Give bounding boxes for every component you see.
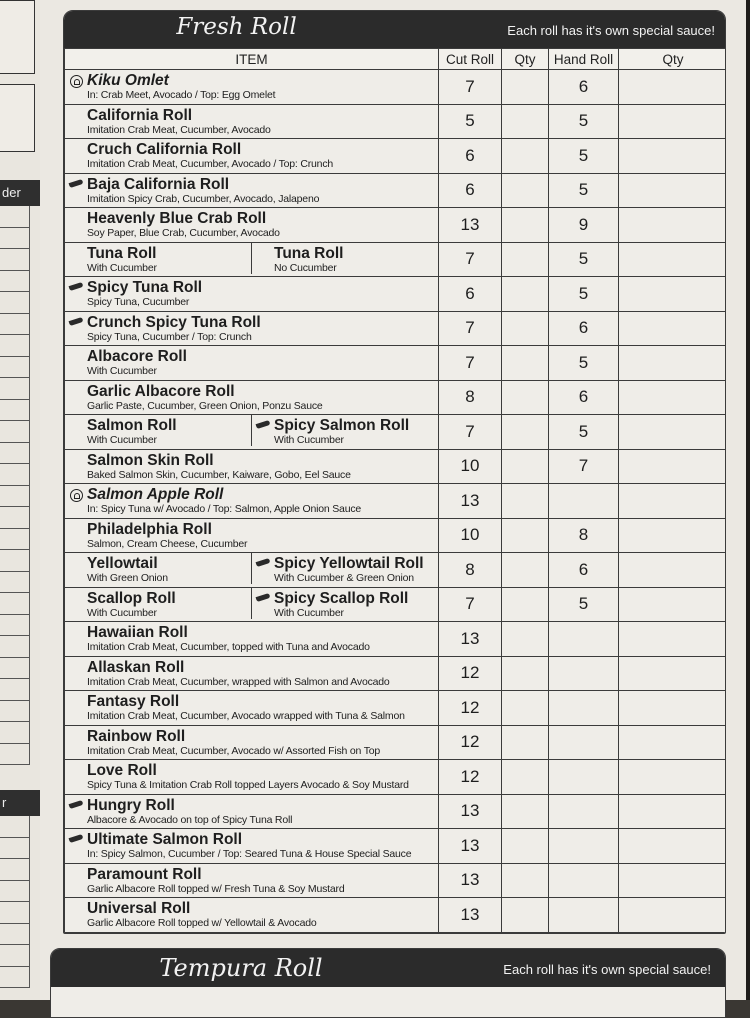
menu-row [65, 415, 727, 450]
spicy-pepper-icon [69, 799, 84, 808]
menu-row [65, 656, 727, 691]
item-description: With Cucumber [87, 434, 157, 446]
qty-cell[interactable] [619, 863, 727, 898]
hand-roll-price: 6 [549, 311, 619, 346]
menu-row [65, 863, 727, 898]
qty-cell[interactable] [502, 898, 549, 933]
cut-roll-price: 12 [439, 760, 502, 795]
menu-item [65, 346, 438, 377]
item-name: Spicy Scallop Roll [274, 589, 409, 607]
cut-roll-price: 6 [439, 139, 502, 174]
item-cell [65, 346, 439, 381]
menu-item [252, 415, 438, 446]
menu-item [65, 381, 438, 412]
cut-roll-price: 13 [439, 863, 502, 898]
menu-row [65, 208, 727, 243]
menu-row [65, 173, 727, 208]
qty-cell[interactable] [619, 587, 727, 622]
spicy-pepper-icon [69, 316, 84, 325]
item-cell [65, 208, 439, 243]
cut-roll-price: 7 [439, 242, 502, 277]
menu-item [65, 691, 438, 722]
item-name: Yellowtail [87, 555, 158, 572]
qty-cell[interactable] [502, 242, 549, 277]
hand-roll-price [549, 691, 619, 726]
qty-cell[interactable] [502, 691, 549, 726]
item-name: Crunch Spicy Tuna Roll [87, 313, 261, 331]
item-name: Salmon Apple Roll [87, 486, 224, 503]
menu-item [65, 70, 438, 101]
item-name: California Roll [87, 106, 193, 124]
qty-cell[interactable] [502, 760, 549, 795]
menu-row [65, 794, 727, 829]
item-cell [65, 415, 439, 450]
item-cell [65, 553, 439, 588]
item-name: Hungry Roll [87, 796, 175, 814]
qty-cell[interactable] [619, 242, 727, 277]
menu-item [65, 415, 251, 446]
menu-row [65, 898, 727, 933]
hand-roll-price [549, 898, 619, 933]
qty-cell[interactable] [502, 518, 549, 553]
cut-roll-price: 7 [439, 587, 502, 622]
item-name: Spicy Tuna Roll [87, 279, 203, 296]
cut-roll-price: 12 [439, 656, 502, 691]
item-cell [65, 484, 439, 519]
menu-item [65, 312, 438, 343]
cut-roll-price: 13 [439, 484, 502, 519]
qty-cell[interactable] [619, 139, 727, 174]
item-description: With Cucumber & Green Onion [274, 572, 414, 584]
qty-cell[interactable] [502, 587, 549, 622]
menu-item [65, 277, 438, 308]
menu-item [65, 726, 438, 757]
menu-row [65, 70, 727, 105]
item-description: Spicy Tuna & Imitation Crab Roll topped Layers Avocado & Soy Mustard [87, 779, 409, 791]
menu-row [65, 484, 727, 519]
menu-row [65, 380, 727, 415]
qty-cell[interactable] [619, 173, 727, 208]
hand-roll-price [549, 760, 619, 795]
item-cell [65, 794, 439, 829]
item-description: In: Spicy Tuna w/ Avocado / Top: Salmon, Apple Onion Sauce [87, 503, 362, 515]
section-title: Fresh Roll [176, 14, 297, 40]
hand-roll-price [549, 622, 619, 657]
adjacent-rows [0, 206, 30, 765]
menu-item [65, 174, 438, 205]
qty-cell[interactable] [502, 380, 549, 415]
item-description: Imitation Crab Meat, Cucumber, Avocado / Top: Crunch [87, 158, 334, 170]
item-cell [65, 898, 439, 933]
fresh-roll-section [63, 10, 726, 934]
item-description: Imitation Crab Meat, Cucumber, Avocado [87, 123, 271, 136]
cut-roll-price: 13 [439, 898, 502, 933]
column-header-hand-roll: Hand Roll [549, 49, 619, 70]
menu-row [65, 277, 727, 312]
menu-item [65, 829, 438, 860]
adjacent-rows [0, 816, 30, 988]
chef-special-icon [70, 489, 83, 502]
item-description: In: Spicy Salmon, Cucumber / Top: Seared Tuna & House Special Sauce [87, 848, 412, 860]
hand-roll-price: 5 [549, 587, 619, 622]
spicy-pepper-icon [256, 420, 271, 429]
item-description: Garlic Paste, Cucumber, Green Onion, Ponzu Sauce [87, 399, 323, 412]
cut-roll-price: 8 [439, 553, 502, 588]
menu-item [252, 553, 438, 584]
item-cell [65, 863, 439, 898]
menu-item [65, 795, 438, 826]
qty-cell[interactable] [619, 104, 727, 139]
menu-item [65, 898, 438, 929]
qty-cell[interactable] [502, 484, 549, 519]
menu-row [65, 346, 727, 381]
qty-cell[interactable] [502, 70, 549, 105]
column-header-qty: Qty [502, 49, 549, 70]
column-header-item: ITEM [65, 49, 439, 70]
item-description: Imitation Crab Meat, Cucumber, Avocado wrapped with Tuna & Salmon [87, 710, 405, 722]
hand-roll-price: 5 [549, 139, 619, 174]
qty-cell[interactable] [619, 622, 727, 657]
item-cell [65, 173, 439, 208]
item-description: No Cucumber [274, 261, 337, 274]
item-description: With Green Onion [87, 572, 168, 584]
item-cell [65, 518, 439, 553]
menu-item [65, 105, 438, 136]
hand-roll-price [549, 656, 619, 691]
hand-roll-price: 6 [549, 70, 619, 105]
spicy-pepper-icon [69, 282, 84, 291]
qty-cell[interactable] [619, 208, 727, 243]
hand-roll-price: 7 [549, 449, 619, 484]
item-cell [65, 104, 439, 139]
menu-row [65, 725, 727, 760]
menu-row [65, 449, 727, 484]
item-description: Salmon, Cream Cheese, Cucumber [87, 537, 248, 550]
item-description: In: Crab Meet, Avocado / Top: Egg Omelet [87, 89, 276, 101]
spicy-pepper-icon [256, 558, 271, 567]
qty-cell[interactable] [502, 415, 549, 450]
cut-roll-price: 13 [439, 622, 502, 657]
cut-roll-price: 13 [439, 794, 502, 829]
adjacent-page [0, 0, 40, 1000]
item-description: With Cucumber [274, 434, 344, 446]
hand-roll-price: 9 [549, 208, 619, 243]
menu-item [252, 588, 438, 619]
item-description: With Cucumber [87, 365, 157, 377]
hand-roll-price [549, 725, 619, 760]
item-name: Paramount Roll [87, 865, 202, 883]
qty-cell[interactable] [619, 760, 727, 795]
item-name: Garlic Albacore Roll [87, 382, 235, 400]
item-description: Baked Salmon Skin, Cucumber, Kaiware, Gobo, Eel Sauce [87, 468, 351, 481]
item-name: Love Roll [87, 762, 157, 779]
qty-cell[interactable] [619, 553, 727, 588]
menu-item [252, 243, 438, 274]
hand-roll-price [549, 484, 619, 519]
hand-roll-price: 5 [549, 415, 619, 450]
qty-cell[interactable] [619, 70, 727, 105]
hand-roll-price: 6 [549, 380, 619, 415]
menu-item [65, 588, 251, 619]
cut-roll-price: 10 [439, 449, 502, 484]
menu-row [65, 622, 727, 657]
item-description: With Cucumber [87, 261, 157, 274]
qty-cell[interactable] [619, 449, 727, 484]
item-cell [65, 277, 439, 312]
cut-roll-price: 6 [439, 277, 502, 312]
qty-cell[interactable] [502, 863, 549, 898]
item-description: Imitation Crab Meat, Cucumber, wrapped with Salmon and Avocado [87, 675, 390, 688]
item-description: Garlic Albacore Roll topped w/ Yellowtail & Avocado [87, 917, 317, 929]
qty-cell[interactable] [619, 518, 727, 553]
menu-row [65, 311, 727, 346]
hand-roll-price [549, 863, 619, 898]
menu-item [65, 243, 251, 274]
hand-roll-price [549, 794, 619, 829]
item-cell [65, 691, 439, 726]
qty-cell[interactable] [619, 380, 727, 415]
item-name: Fantasy Roll [87, 693, 180, 710]
adjacent-box [0, 0, 35, 74]
menu-item [65, 553, 251, 584]
qty-cell[interactable] [502, 208, 549, 243]
qty-cell[interactable] [502, 553, 549, 588]
menu-row [65, 242, 727, 277]
item-cell [65, 760, 439, 795]
item-name: Spicy Yellowtail Roll [274, 555, 424, 572]
hand-roll-price: 5 [549, 104, 619, 139]
cut-roll-price: 13 [439, 208, 502, 243]
qty-cell[interactable] [619, 794, 727, 829]
item-description: Imitation Crab Meat, Cucumber, Avocado w/ Assorted Fish on Top [87, 744, 381, 757]
menu-row [65, 691, 727, 726]
hand-roll-price [549, 829, 619, 864]
item-cell [65, 139, 439, 174]
cut-roll-price: 13 [439, 829, 502, 864]
item-name: Kiku Omlet [87, 72, 169, 89]
hand-roll-price: 5 [549, 242, 619, 277]
qty-cell[interactable] [502, 794, 549, 829]
menu-rows [65, 70, 727, 933]
column-header-cut-roll: Cut Roll [439, 49, 502, 70]
qty-cell[interactable] [619, 898, 727, 933]
item-cell [65, 587, 439, 622]
item-name: Allaskan Roll [87, 658, 185, 676]
item-description: Soy Paper, Blue Crab, Cucumber, Avocado [87, 227, 280, 239]
item-name: Universal Roll [87, 900, 191, 917]
item-name: Hawaiian Roll [87, 624, 188, 641]
adjacent-header: r [0, 790, 40, 816]
menu-row [65, 829, 727, 864]
chef-special-icon [70, 75, 83, 88]
item-name: Salmon Skin Roll [87, 451, 214, 469]
menu-page [40, 0, 750, 1000]
item-cell [65, 829, 439, 864]
item-cell [65, 242, 439, 277]
menu-item [65, 519, 438, 550]
menu-item [65, 760, 438, 791]
cut-roll-price: 12 [439, 691, 502, 726]
qty-cell[interactable] [619, 346, 727, 381]
qty-cell[interactable] [619, 691, 727, 726]
item-name: Rainbow Roll [87, 727, 186, 745]
item-cell [65, 449, 439, 484]
qty-cell[interactable] [502, 104, 549, 139]
qty-cell[interactable] [619, 277, 727, 312]
qty-cell[interactable] [619, 311, 727, 346]
item-description: With Cucumber [87, 606, 157, 619]
cut-roll-price: 12 [439, 725, 502, 760]
qty-cell[interactable] [619, 725, 727, 760]
qty-cell[interactable] [502, 311, 549, 346]
menu-row [65, 553, 727, 588]
item-description: With Cucumber [274, 606, 344, 619]
menu-row [65, 760, 727, 795]
menu-table [64, 48, 726, 933]
section-banner [64, 11, 725, 48]
item-description: Garlic Albacore Roll topped w/ Fresh Tuna & Soy Mustard [87, 882, 345, 895]
cut-roll-price: 6 [439, 173, 502, 208]
item-name: Albacore Roll [87, 348, 187, 365]
hand-roll-price: 6 [549, 553, 619, 588]
spicy-pepper-icon [69, 834, 84, 843]
section-title: Tempura Roll [159, 954, 323, 982]
item-name: Spicy Salmon Roll [274, 417, 410, 434]
item-description: Spicy Tuna, Cucumber / Top: Crunch [87, 330, 252, 343]
qty-cell[interactable] [619, 415, 727, 450]
cut-roll-price: 8 [439, 380, 502, 415]
item-description: Albacore & Avocado on top of Spicy Tuna Roll [87, 813, 293, 826]
menu-item [65, 484, 438, 515]
menu-item [65, 208, 438, 239]
cut-roll-price: 7 [439, 70, 502, 105]
qty-cell[interactable] [502, 449, 549, 484]
table-edge [746, 0, 750, 1000]
item-name: Salmon Roll [87, 417, 177, 434]
qty-cell[interactable] [619, 829, 727, 864]
item-name: Tuna Roll [87, 244, 157, 262]
qty-cell[interactable] [502, 622, 549, 657]
item-cell [65, 622, 439, 657]
item-cell [65, 656, 439, 691]
item-cell [65, 311, 439, 346]
qty-cell[interactable] [502, 829, 549, 864]
item-description: Imitation Crab Meat, Cucumber, topped with Tuna and Avocado [87, 641, 370, 653]
menu-row [65, 587, 727, 622]
item-cell [65, 380, 439, 415]
hand-roll-price: 8 [549, 518, 619, 553]
item-name: Ultimate Salmon Roll [87, 831, 243, 848]
section-note: Each roll has it's own special sauce! [507, 23, 715, 38]
item-name: Heavenly Blue Crab Roll [87, 210, 267, 227]
cut-roll-price: 7 [439, 311, 502, 346]
menu-item [65, 657, 438, 688]
menu-row [65, 518, 727, 553]
qty-cell[interactable] [502, 346, 549, 381]
section-note: Each roll has it's own special sauce! [503, 962, 711, 977]
qty-cell[interactable] [502, 173, 549, 208]
column-header-qty: Qty [619, 49, 727, 70]
item-name: Baja California Roll [87, 175, 230, 193]
adjacent-header: der [0, 180, 40, 206]
adjacent-box [0, 84, 35, 152]
item-cell [65, 725, 439, 760]
cut-roll-price: 10 [439, 518, 502, 553]
section-banner [51, 949, 725, 987]
qty-cell[interactable] [502, 277, 549, 312]
qty-cell[interactable] [502, 725, 549, 760]
menu-item [65, 622, 438, 653]
spicy-pepper-icon [69, 178, 84, 187]
tempura-roll-section [50, 948, 726, 1018]
cut-roll-price: 7 [439, 346, 502, 381]
item-description: Spicy Tuna, Cucumber [87, 296, 190, 308]
cut-roll-price: 7 [439, 415, 502, 450]
qty-cell[interactable] [502, 139, 549, 174]
hand-roll-price: 5 [549, 173, 619, 208]
qty-cell[interactable] [619, 484, 727, 519]
item-name: Cruch California Roll [87, 141, 242, 158]
item-name: Philadelphia Roll [87, 520, 212, 538]
spicy-pepper-icon [256, 592, 271, 601]
qty-cell[interactable] [502, 656, 549, 691]
item-description: Imitation Spicy Crab, Cucumber, Avocado, Jalapeno [87, 192, 320, 205]
item-name: Scallop Roll [87, 589, 176, 607]
hand-roll-price: 5 [549, 277, 619, 312]
qty-cell[interactable] [619, 656, 727, 691]
item-name: Tuna Roll [274, 244, 344, 262]
menu-item [65, 139, 438, 170]
cut-roll-price: 5 [439, 104, 502, 139]
hand-roll-price: 5 [549, 346, 619, 381]
menu-row [65, 139, 727, 174]
menu-item [65, 864, 438, 895]
menu-item [65, 450, 438, 481]
menu-row [65, 104, 727, 139]
item-cell [65, 70, 439, 105]
